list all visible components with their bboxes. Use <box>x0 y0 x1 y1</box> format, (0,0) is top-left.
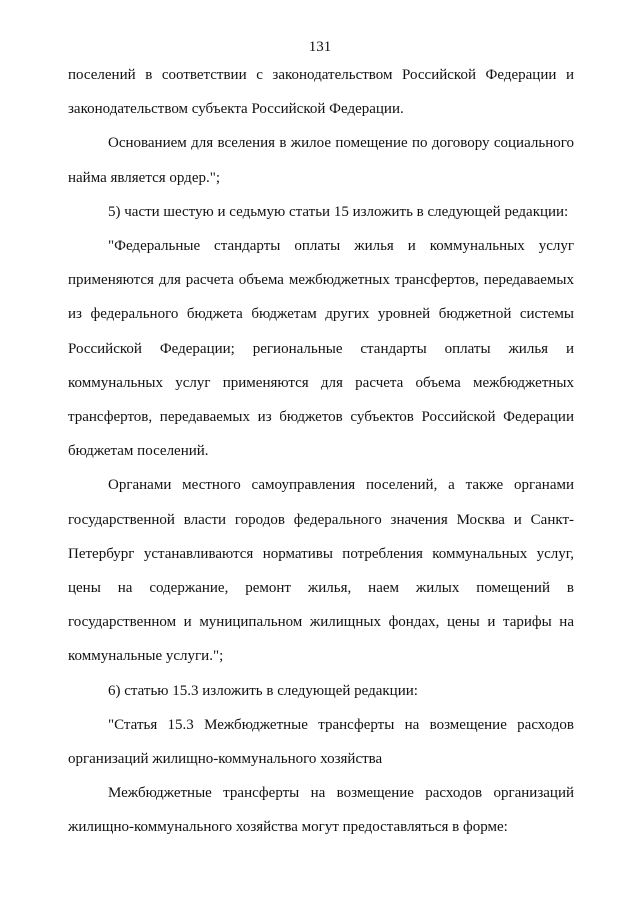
document-body <box>68 58 574 845</box>
paragraph-order-basis: Основанием для вселения в жилое помещение по договору социального найма является ордер."; <box>68 135 574 186</box>
paragraph-item-6: 6) статью 15.3 изложить в следующей редакции: <box>108 682 418 699</box>
paragraph-local-authorities: Органами местного самоуправления поселений, а также органами государственной власти городов федерального значения Москва и Санкт-Петербург устанавливаются нормативы потребления коммунальных услуг, цены на содержание, ремонт жилья, наем жилых помещений в государственном и муниципальном жилищных фондах, цены и тарифы на коммунальные услуги."; <box>68 477 574 665</box>
paragraph-continuation: поселений в соответствии с законодательством Российской Федерации и законодательством субъекта Российской Федерации. <box>68 67 574 118</box>
paragraph-transfers-form: Межбюджетные трансферты на возмещение расходов организаций жилищно-коммунального хозяйства могут предоставляться в форме: <box>68 785 574 836</box>
paragraph-federal-standards: "Федеральные стандарты оплаты жилья и коммунальных услуг применяются для расчета объема межбюджетных трансфертов, передаваемых из федерального бюджета бюджетам других уровней бюджетной системы Российской Федерации; региональные стандарты оплаты жилья и коммунальных услуг применяются для расчета объема межбюджетных трансфертов, передаваемых из бюджетов субъектов Российской Федерации бюджетам поселений. <box>68 238 574 460</box>
page-number: 131 <box>308 39 332 55</box>
paragraph-article-heading: "Статья 15.3 Межбюджетные трансферты на возмещение расходов организаций жилищно-коммунального хозяйства <box>68 716 574 768</box>
paragraph-item-5: 5) части шестую и седьмую статьи 15 изложить в следующей редакции: <box>108 203 569 220</box>
